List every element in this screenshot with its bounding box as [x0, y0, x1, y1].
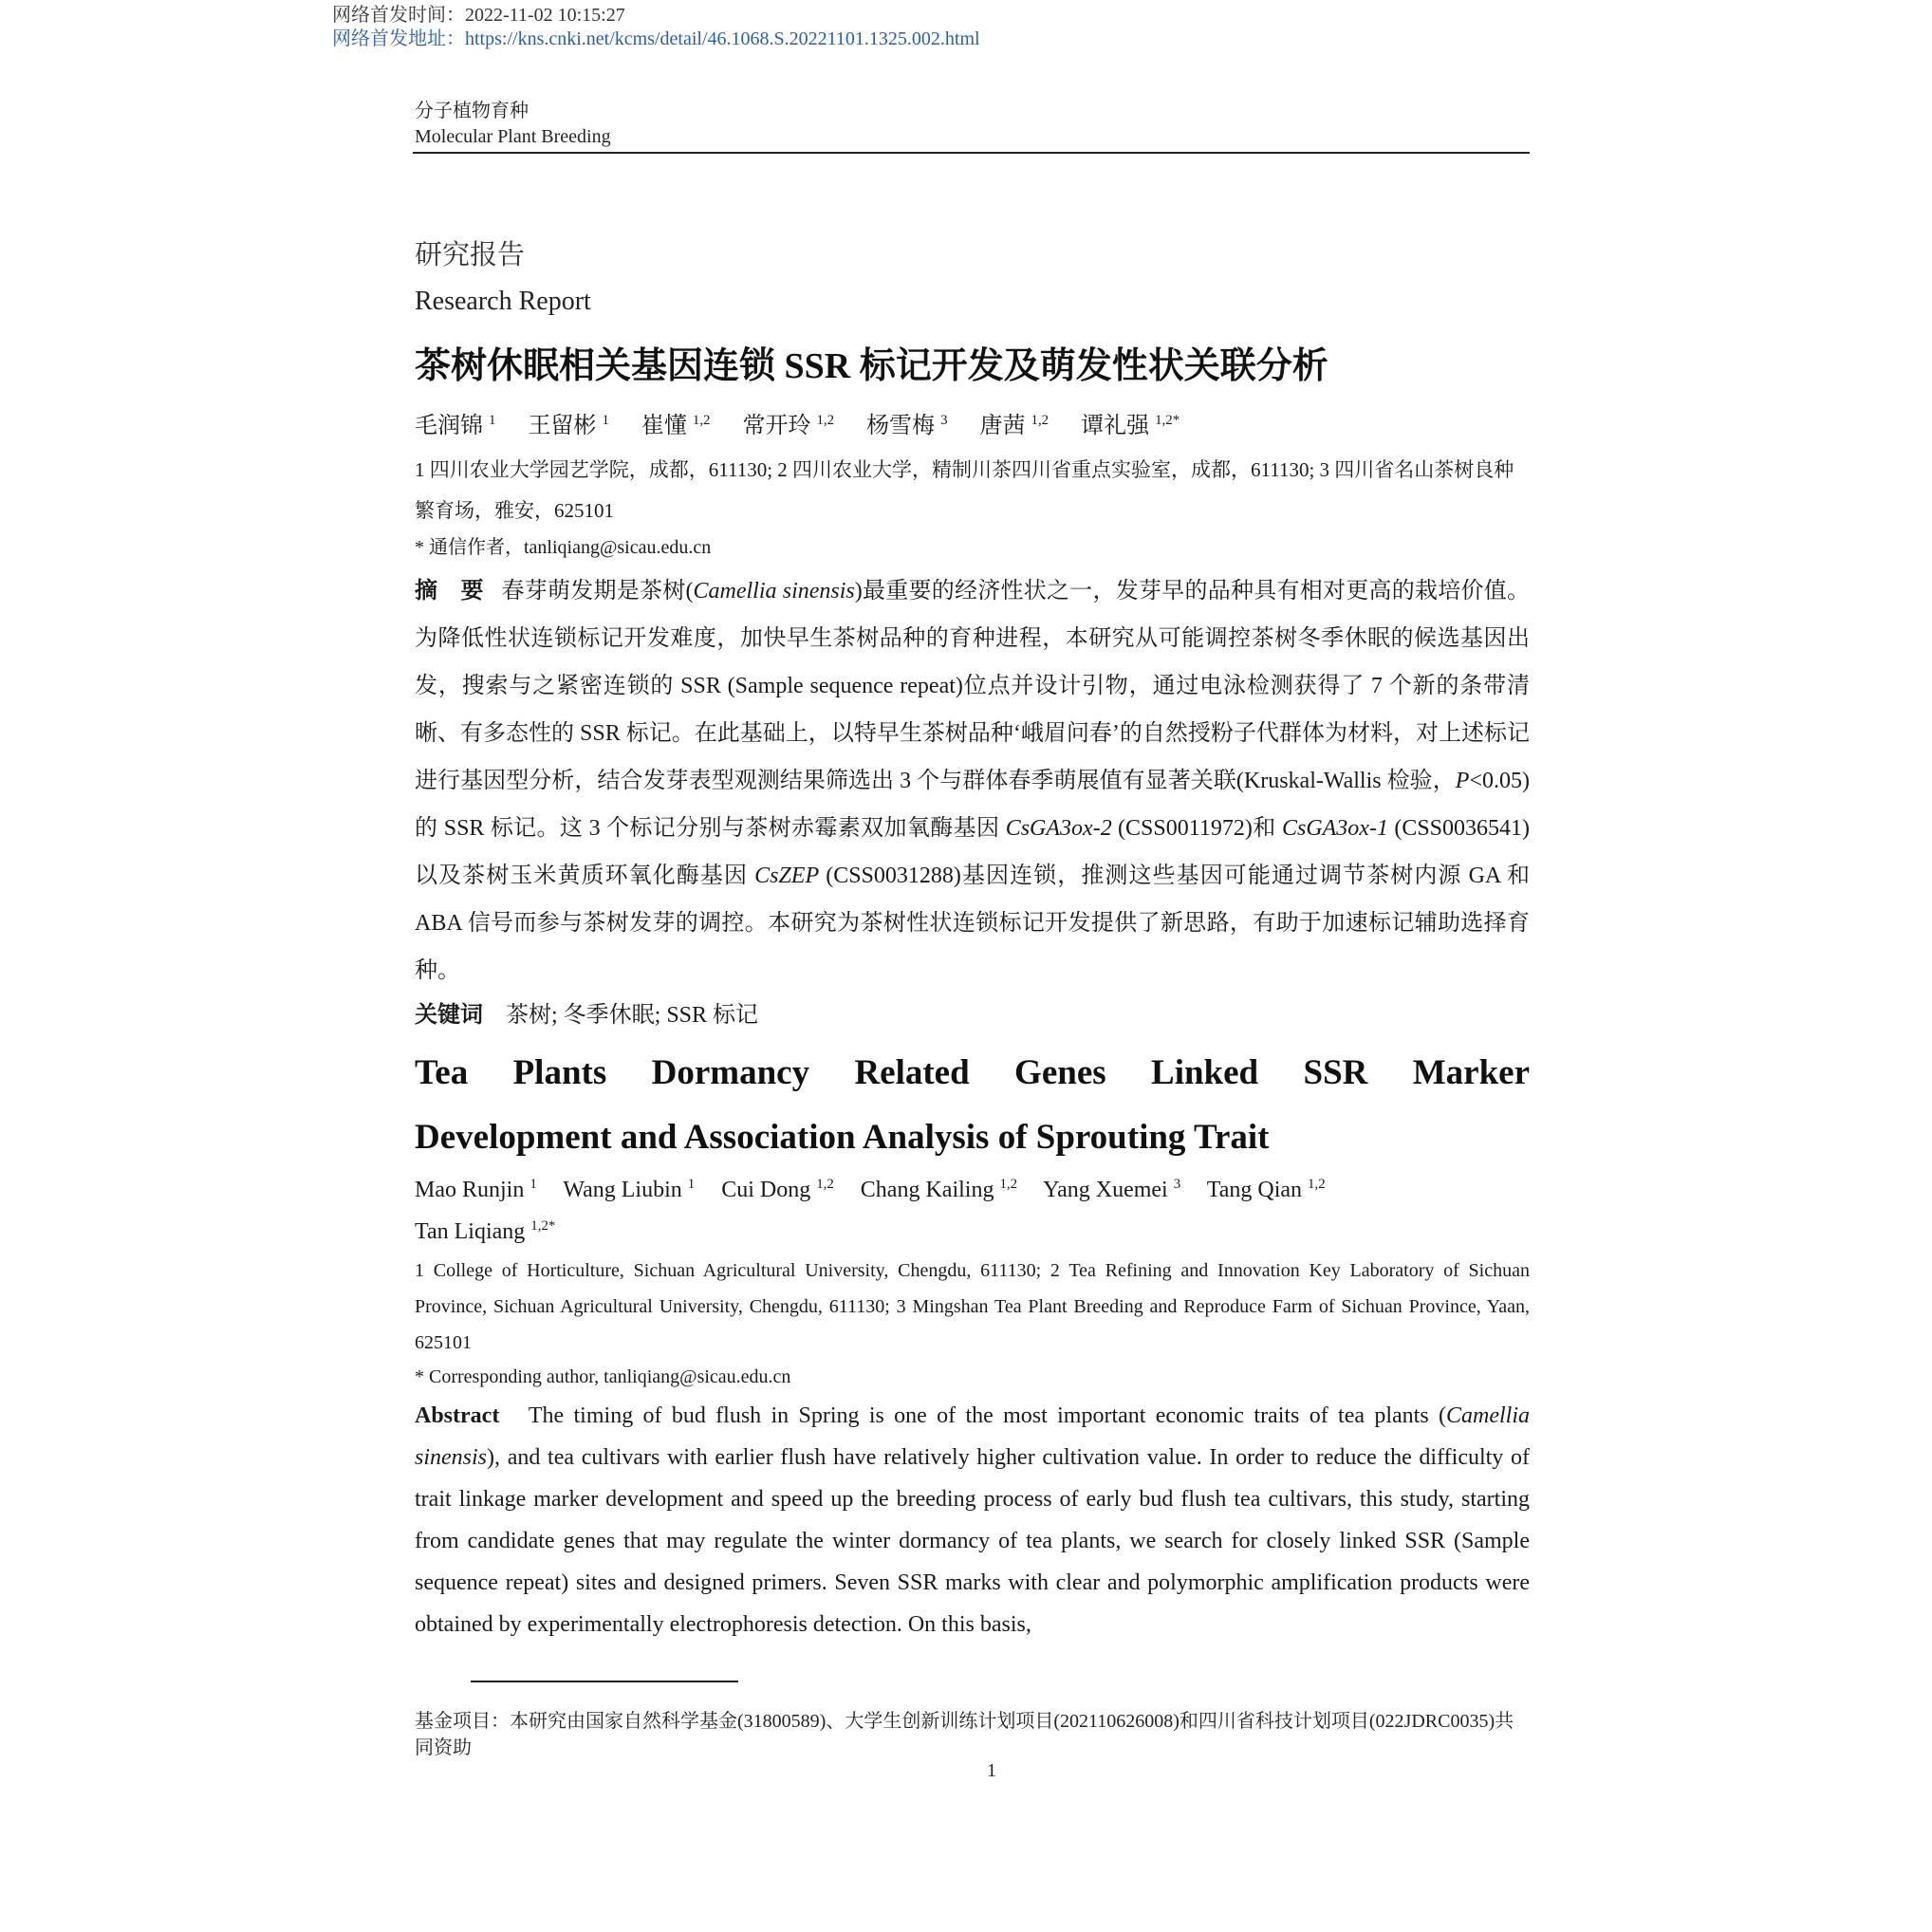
section-label-en: Research Report	[415, 287, 591, 316]
keywords-text-cn: 茶树; 冬季休眠; SSR 标记	[506, 1003, 759, 1028]
abstract-label-en: Abstract	[415, 1403, 500, 1428]
header-rule	[413, 152, 1530, 154]
author-cn: 谭礼强 $^{1,2*}$	[1081, 413, 1180, 438]
author-cn: 毛润锦 $^1$	[415, 413, 496, 438]
footnote-rule	[471, 1681, 738, 1682]
author-en: Wang Liubin $^1$	[563, 1177, 696, 1202]
paper-title-cn: 茶树休眠相关基因连锁 SSR 标记开发及萌发性状关联分析	[415, 346, 1328, 386]
journal-name-en: Molecular Plant Breeding	[415, 126, 611, 147]
publish-time-label: 网络首发时间：	[332, 5, 465, 26]
author-en: Tang Qian $^{1,2}$	[1206, 1177, 1326, 1202]
section-label-cn: 研究报告	[415, 240, 526, 270]
gene-name: CsGA3ox-1	[1281, 816, 1388, 841]
affiliations-cn: 1 四川农业大学园艺学院，成都，611130; 2 四川农业大学，精制川茶四川省重点实验室，成都，611130; 3 四川省名山茶树良种繁育场，雅安，625101	[415, 458, 1514, 522]
author-cn: 常开玲 $^{1,2}$	[742, 413, 835, 438]
publish-time-value: 2022-11-02 10:15:27	[465, 5, 625, 26]
author-en: Mao Runjin $^1$	[415, 1177, 537, 1202]
abstract-label-cn: 摘 要	[415, 579, 484, 604]
corresponding-author-cn: * 通信作者，tanliqiang@sicau.edu.cn	[415, 537, 712, 558]
author-en: Tan Liqiang $^{1,2*}$	[415, 1218, 556, 1244]
journal-name-cn: 分子植物育种	[415, 101, 529, 121]
author-en: Chang Kailing $^{1,2}$	[860, 1177, 1018, 1202]
gene-name: CsGA3ox-2	[1005, 816, 1112, 841]
author-cn: 崔懂 $^{1,2}$	[641, 413, 711, 438]
author-en: Cui Dong $^{1,2}$	[721, 1177, 834, 1202]
author-cn: 王留彬 $^1$	[528, 413, 609, 438]
gene-name: CsZEP	[754, 864, 820, 888]
keywords-cn	[415, 995, 1530, 1035]
author-cn: 唐茜 $^{1,2}$	[979, 413, 1050, 438]
keywords-label-cn: 关键词	[415, 1003, 483, 1028]
corresponding-author-en: * Corresponding author, tanliqiang@sicau.edu.cn	[415, 1366, 791, 1387]
online-publish-url	[332, 28, 980, 50]
abstract-cn: 摘 要 春芽萌发期是茶树(Camellia sinensis)最重要的经济性状之一，发芽早的品种具有相对更高的栽培价值。为降低性状连锁标记开发难度，加快早生茶树品种的育种进程，本研究从可能调控茶树冬季休眠的候选基因出发，搜索与之紧密连锁的 SSR (Sample sequence repeat)位点并设计引物，通过电泳检测获得了 7 个新的条带清晰、有多态性的 SSR 标记。在此基础上，以特早生茶树品种‘峨眉问春’的自然授粉子代群体为材料，对上述标记进行基因型分析，结合发芽表型观测结果筛选出 3 个与群体春季萌展值有显著关联(Kruskal-Wallis 检验，P<0.05)的 SSR 标记。这 3 个标记分别与茶树赤霉素双加氧酶基因 CsGA3ox-2 (CSS0011972)和 CsGA3ox-1 (CSS0036541)以及茶树玉米黄质环氧化酶基因 CsZEP (CSS0031288)基因连锁，推测这些基因可能通过调节茶树内源 GA 和 ABA 信号而参与茶树发芽的调控。本研究为茶树性状连锁标记开发提供了新思路，有助于加速标记辅助选择育种。	[415, 579, 1531, 983]
funding-footnote: 基金项目：本研究由国家自然科学基金(31800589)、大学生创新训练计划项目(202110626008)和四川省科技计划项目(022JDRC0035)共同资助	[415, 1711, 1514, 1758]
online-publish-time	[332, 4, 625, 27]
publish-url-link[interactable]: https://kns.cnki.net/kcms/detail/46.1068.S.20221101.1325.002.html	[465, 28, 980, 49]
author-list-cn	[415, 406, 1530, 439]
publish-url-label: 网络首发地址：	[332, 28, 465, 49]
affiliations-en: 1 College of Horticulture, Sichuan Agricultural University, Chengdu, 611130; 2 Tea Refining and Innovation Key Laboratory of Sichuan Province, Sichuan Agricultural University, Chengdu, 611130; 3 Mingshan Tea Plant Breeding and Reproduce Farm of Sichuan Province, Yaan, 625101	[415, 1260, 1530, 1353]
author-list-en	[415, 1169, 1530, 1253]
abstract-en: Abstract The timing of bud flush in Spring is one of the most important economic traits of tea plants (Camellia sinensis), and tea cultivars with earlier flush have relatively higher cultivation value. In order to reduce the difficulty of trait linkage marker development and speed up the breeding process of early bud flush tea cultivars, this study, starting from candidate genes that may regulate the winter dormancy of tea plants, we search for closely linked SSR (Sample sequence repeat) sites and designed primers. Seven SSR marks with clear and polymorphic amplification products were obtained by experimentally electrophoresis detection. On this basis,	[415, 1403, 1530, 1637]
page-number: 1	[987, 1760, 996, 1781]
author-en: Yang Xuemei $^3$	[1043, 1177, 1181, 1202]
author-cn: 杨雪梅 $^3$	[866, 413, 948, 438]
paper-title-en: Tea Plants Dormancy Related Genes Linked SSR Marker Development and Association Analysis of Sprouting Trait	[415, 1053, 1530, 1157]
